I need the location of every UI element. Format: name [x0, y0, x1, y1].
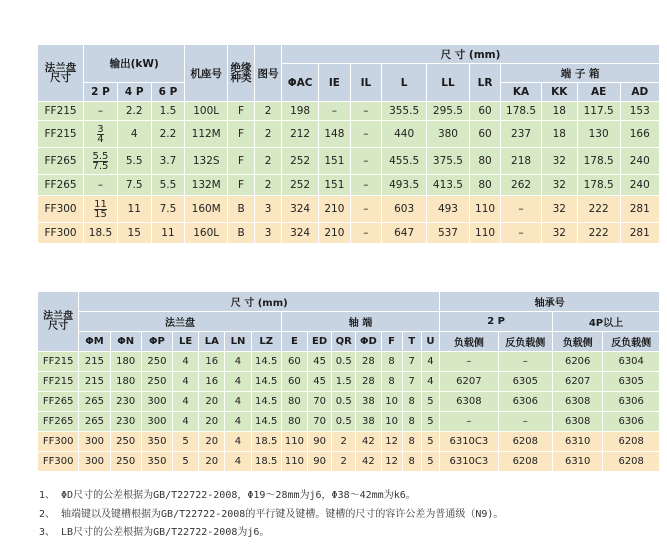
table-cell: –: [440, 352, 498, 372]
footnote-2: 2、 轴端键以及键槽根据为GB/T22722-2008的平行键及键槽。键槽的尺寸的容许公差为普通级（N9)。: [39, 508, 504, 520]
table-cell: 6310C3: [440, 452, 498, 472]
table-cell: 6308: [440, 392, 498, 412]
col-E: E: [281, 332, 307, 352]
table-cell: 6304: [603, 352, 660, 372]
insulation-header: 绝缘 种类: [228, 45, 255, 102]
table-cell: 90: [307, 452, 331, 472]
col-N: ΦN: [110, 332, 141, 352]
table-cell: 8: [402, 452, 421, 472]
table-row: [38, 372, 660, 392]
table-cell: 4: [225, 412, 251, 432]
table-cell: 60: [281, 352, 307, 372]
table-cell: 5: [421, 392, 439, 412]
table-cell: 4: [225, 432, 251, 452]
table-cell: 0.5: [332, 412, 356, 432]
table-cell: 300: [141, 412, 172, 432]
table-cell: 6306: [603, 412, 660, 432]
col-2p-load: 负载侧: [440, 332, 498, 352]
table-cell: 14.5: [251, 392, 281, 412]
table-cell: 6207: [553, 372, 603, 392]
table-cell: 1.5: [332, 372, 356, 392]
col-KA: KA: [501, 83, 541, 102]
table-cell: –: [440, 412, 498, 432]
col-4p: 4 P: [117, 83, 151, 102]
bearing-header: 轴承号: [440, 292, 660, 312]
table-cell: 215: [79, 372, 110, 392]
table-cell: 0.5: [332, 352, 356, 372]
table-cell: 16: [199, 372, 225, 392]
table-cell: 8: [381, 352, 402, 372]
table-cell: 6310: [553, 432, 603, 452]
flange-header: 法兰盘: [79, 312, 281, 332]
table-cell: 20: [199, 452, 225, 472]
col-LR: LR: [469, 64, 500, 102]
col-2p: 2 P: [84, 83, 118, 102]
col-6p: 6 P: [151, 83, 185, 102]
col-LZ: LZ: [251, 332, 281, 352]
table-cell: 70: [307, 412, 331, 432]
table-cell: 16: [199, 352, 225, 372]
table-cell: 2: [332, 452, 356, 472]
table-cell: 14.5: [251, 372, 281, 392]
table-cell: 38: [356, 412, 381, 432]
table-cell: 7: [402, 352, 421, 372]
col-2p-anti-load: 反负载侧: [498, 332, 552, 352]
table-row: [38, 352, 660, 372]
table-cell: 10: [381, 392, 402, 412]
table-cell: 300: [79, 432, 110, 452]
table-cell: 250: [110, 432, 141, 452]
bearing-4p-header: 4P以上: [553, 312, 660, 332]
table-cell: 6308: [553, 412, 603, 432]
table-cell: 350: [141, 432, 172, 452]
table-cell: 90: [307, 432, 331, 452]
table-cell: 80: [281, 392, 307, 412]
col-AC: ΦAC: [282, 64, 319, 102]
table-cell: 230: [110, 412, 141, 432]
table-cell: 110: [281, 452, 307, 472]
table-cell: 12: [381, 452, 402, 472]
col-IL: IL: [350, 64, 381, 102]
table-row: FF300 18.5 15 11 160L B 3 324 210 – 647 537 110 – 32 222 281: [38, 223, 660, 244]
table-cell: 4: [173, 372, 199, 392]
table-cell: 6208: [603, 432, 660, 452]
table-row: [38, 412, 660, 432]
table-cell: 5: [421, 452, 439, 472]
table-cell: –: [498, 412, 552, 432]
table-cell: 12: [381, 432, 402, 452]
table-cell: FF215: [38, 352, 79, 372]
table-cell: 250: [110, 452, 141, 472]
table-cell: 38: [356, 392, 381, 412]
flange-size-header: 法兰盘 尺寸: [38, 45, 84, 102]
table-cell: 4: [173, 412, 199, 432]
col-ED: ED: [307, 332, 331, 352]
col-IE: IE: [319, 64, 350, 102]
table-cell: FF215: [38, 372, 79, 392]
table-cell: 180: [110, 352, 141, 372]
table-cell: 4: [421, 352, 439, 372]
table-cell: 4: [225, 392, 251, 412]
table-cell: 10: [381, 412, 402, 432]
table-cell: 6310C3: [440, 432, 498, 452]
col-LN: LN: [225, 332, 251, 352]
table-cell: 18.5: [251, 452, 281, 472]
table-cell: 6306: [498, 392, 552, 412]
table-row: FF215 $\frac{3}{4}$ 4 2.2 112M F 2 212 148 – 440 380 60 237 18 130 166: [38, 121, 660, 148]
output-header: 输出(kW): [84, 45, 185, 83]
table-cell: 14.5: [251, 412, 281, 432]
col-LL: LL: [427, 64, 470, 102]
footnotes: [39, 487, 503, 543]
col-AD: AD: [620, 83, 659, 102]
table-cell: 6305: [603, 372, 660, 392]
flange-size-header-2: 法兰盘 尺寸: [38, 292, 79, 352]
table-row: FF300 $\frac{11}{15}$ 11 7.5 160M B 3 324 210 – 603 493 110 – 32 222 281: [38, 196, 660, 223]
col-QR: QR: [332, 332, 356, 352]
col-T: T: [402, 332, 421, 352]
table-row: FF215 – 2.2 1.5 100L F 2 198 – – 355.5 295.5 60 178.5 18 117.5 153: [38, 102, 660, 121]
table-cell: 7: [402, 372, 421, 392]
table-cell: 230: [110, 392, 141, 412]
table-cell: 4: [225, 352, 251, 372]
table-cell: 20: [199, 412, 225, 432]
col-D: ΦD: [356, 332, 381, 352]
motor-dimension-table: [37, 44, 660, 244]
table-cell: 0.5: [332, 392, 356, 412]
table-cell: 18.5: [251, 432, 281, 452]
table-cell: 110: [281, 432, 307, 452]
col-4p-load: 负载侧: [553, 332, 603, 352]
table-cell: 6308: [553, 392, 603, 412]
table-cell: 8: [402, 412, 421, 432]
table-row: [38, 452, 660, 472]
table-cell: 70: [307, 392, 331, 412]
table-row: [38, 392, 660, 412]
table-cell: 265: [79, 412, 110, 432]
table-cell: 8: [402, 392, 421, 412]
table-cell: 28: [356, 372, 381, 392]
table-cell: FF300: [38, 432, 79, 452]
table-cell: 8: [402, 432, 421, 452]
table-cell: 250: [141, 352, 172, 372]
col-L: L: [382, 64, 427, 102]
table-cell: 80: [281, 412, 307, 432]
col-LE: LE: [173, 332, 199, 352]
table-cell: 6208: [603, 452, 660, 472]
table-cell: 300: [79, 452, 110, 472]
table-cell: –: [498, 352, 552, 372]
table-cell: 215: [79, 352, 110, 372]
table-cell: 42: [356, 432, 381, 452]
col-U: U: [421, 332, 439, 352]
flange-shaft-bearing-table: [37, 291, 660, 472]
dimensions-header-2: 尺 寸 (mm): [79, 292, 440, 312]
table-cell: 5: [173, 432, 199, 452]
table-cell: 350: [141, 452, 172, 472]
table-cell: 6206: [553, 352, 603, 372]
table-cell: FF265: [38, 412, 79, 432]
table-cell: 20: [199, 432, 225, 452]
table-cell: 8: [381, 372, 402, 392]
dimensions-header: 尺 寸 (mm): [282, 45, 660, 64]
table-cell: 6305: [498, 372, 552, 392]
table-cell: 4: [173, 392, 199, 412]
table-cell: 4: [225, 372, 251, 392]
footnote-1: 1、 ΦD尺寸的公差根据为GB/T22722-2008，Φ19～28mm为j6，Φ38～42mm为k6。: [39, 490, 416, 501]
table-cell: 60: [281, 372, 307, 392]
figure-header: 图号: [255, 45, 282, 102]
table-row: FF265 – 7.5 5.5 132M F 2 252 151 – 493.5 413.5 80 262 32 178.5 240: [38, 175, 660, 196]
table-cell: 265: [79, 392, 110, 412]
table-cell: 2: [332, 432, 356, 452]
table-cell: 6306: [603, 392, 660, 412]
col-4p-anti-load: 反负载侧: [603, 332, 660, 352]
footnote-3: 3、 LB尺寸的公差根据为GB/T22722-2008为j6。: [39, 527, 270, 538]
table-cell: 250: [141, 372, 172, 392]
table-cell: FF300: [38, 452, 79, 472]
table-row: [38, 432, 660, 452]
table-cell: 6208: [498, 432, 552, 452]
shaft-end-header: 轴 端: [281, 312, 439, 332]
bearing-2p-header: 2 P: [440, 312, 553, 332]
col-KK: KK: [541, 83, 577, 102]
table-cell: 4: [421, 372, 439, 392]
col-P: ΦP: [141, 332, 172, 352]
table-cell: 45: [307, 372, 331, 392]
table-cell: 45: [307, 352, 331, 372]
table-cell: 5: [421, 412, 439, 432]
table-cell: 4: [225, 452, 251, 472]
col-M: ΦM: [79, 332, 110, 352]
table-cell: 5: [173, 452, 199, 472]
table-cell: 180: [110, 372, 141, 392]
table-cell: 14.5: [251, 352, 281, 372]
table-cell: FF265: [38, 392, 79, 412]
frame-header: 机座号: [185, 45, 228, 102]
table-cell: 300: [141, 392, 172, 412]
table-row: FF265 $\frac{5.5}{7.5}$ 5.5 3.7 132S F 2 252 151 – 455.5 375.5 80 218 32 178.5 240: [38, 148, 660, 175]
col-F: F: [381, 332, 402, 352]
table-cell: 6208: [498, 452, 552, 472]
terminal-box-header: 端 子 箱: [501, 64, 660, 83]
table-cell: 6310: [553, 452, 603, 472]
col-LA: LA: [199, 332, 225, 352]
table-cell: 5: [421, 432, 439, 452]
table-cell: 6207: [440, 372, 498, 392]
table-cell: 42: [356, 452, 381, 472]
table-cell: 20: [199, 392, 225, 412]
table-cell: 4: [173, 352, 199, 372]
table-cell: 28: [356, 352, 381, 372]
col-AE: AE: [577, 83, 620, 102]
